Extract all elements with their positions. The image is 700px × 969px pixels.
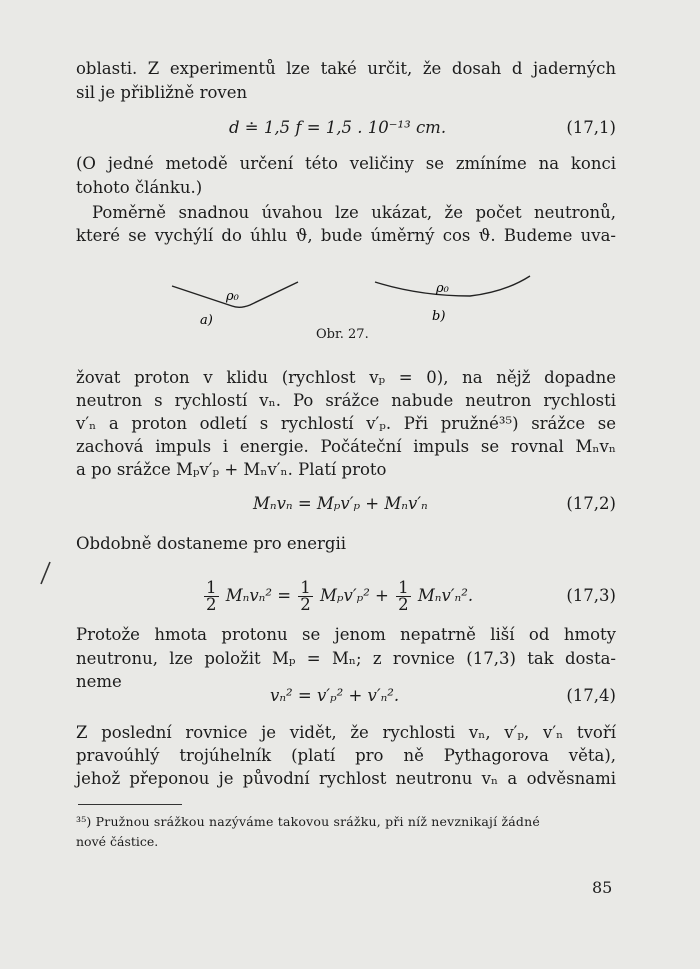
text-line: a po srážce Mₚv′ₚ + Mₙv′ₙ. Platí proto [76, 460, 387, 479]
text-line: zachová impuls i energie. Počáteční impuls se rovnal Mₙvₙ [76, 437, 616, 456]
text-line: Z poslední rovnice je vidět, že rychlosti vₙ, v′ₚ, v′ₙ tvoří [76, 723, 616, 742]
equation-17-4 [76, 684, 616, 708]
text-line: v′ₙ a proton odletí s rychlostí v′ₚ. Při pružné³⁵) srážce se [76, 414, 616, 433]
label-a: a) [200, 313, 213, 328]
fraction: $\frac{1}{2}$ [398, 578, 409, 614]
equation-body: $\frac{1}{2}$ Mₙvₙ² = $\frac{1}{2}$ Mₚv′ₚ² + $\frac{1}{2}$ Mₙv′ₙ². [206, 578, 474, 614]
equation-number: (17,3) [566, 586, 616, 605]
figure-27 [0, 262, 700, 332]
text-line: oblasti. Z experimentů lze také určit, že dosah d jaderných [76, 59, 616, 78]
rho-label-b: ρ₀ [436, 281, 449, 296]
text-line: tohoto článku.) [76, 178, 203, 197]
text-line: neutron s rychlostí vₙ. Po srážce nabude neutron rychlosti [76, 391, 616, 410]
footnote-line: nové částice. [76, 834, 159, 849]
equation-body: vₙ² = v′ₚ² + v′ₙ². [270, 686, 400, 705]
text-line: neme [76, 672, 122, 691]
margin-slash-mark [38, 560, 52, 586]
equation-body: Mₙvₙ = Mₚv′ₚ + Mₙv′ₙ [253, 494, 428, 513]
footnote-rule [78, 804, 182, 805]
equation-body: d ≐ 1,5 f = 1,5 . 10⁻¹³ cm. [229, 118, 447, 137]
label-b: b) [432, 309, 446, 324]
equation-number: (17,4) [566, 686, 616, 705]
equation-17-3 [76, 576, 616, 616]
text-line: jehož přeponou je původní rychlost neutronu vₙ a odvěsnami [76, 769, 616, 788]
figure-caption: Obr. 27. [316, 327, 369, 342]
curve-b [375, 276, 530, 296]
text-line: žovat proton v klidu (rychlost vₚ = 0), na nějž dopadne [76, 368, 616, 387]
text-line: pravoúhlý trojúhelník (platí pro ně Pythagorova věta), [76, 746, 616, 765]
text-line: neutronu, lze položit Mₚ = Mₙ; z rovnice (17,3) tak dosta- [76, 649, 616, 668]
equation-number: (17,2) [566, 494, 616, 513]
equation-number: (17,1) [566, 118, 616, 137]
text-line: Obdobně dostaneme pro energii [76, 534, 347, 553]
footnote-line: ³⁵) Pružnou srážkou nazýváme takovou srážku, při níž nevznikají žádné [76, 814, 540, 829]
text-line: Protože hmota protonu se jenom nepatrně liší od hmoty [76, 625, 616, 644]
text-line: které se vychýlí do úhlu ϑ, bude úměrný cos ϑ. Budeme uva- [76, 226, 616, 245]
text-line: sil je přibližně roven [76, 83, 248, 102]
equation-17-2 [76, 492, 616, 516]
fraction: $\frac{1}{2}$ [300, 578, 311, 614]
text-line: (O jedné metodě určení této veličiny se zmíníme na konci [76, 154, 616, 173]
rho-label-a: ρ₀ [226, 289, 239, 304]
text-line: Poměrně snadnou úvahou lze ukázat, že počet neutronů, [92, 203, 616, 222]
equation-17-1 [76, 116, 616, 140]
page-number: 85 [592, 878, 613, 897]
fraction: $\frac{1}{2}$ [206, 578, 217, 614]
